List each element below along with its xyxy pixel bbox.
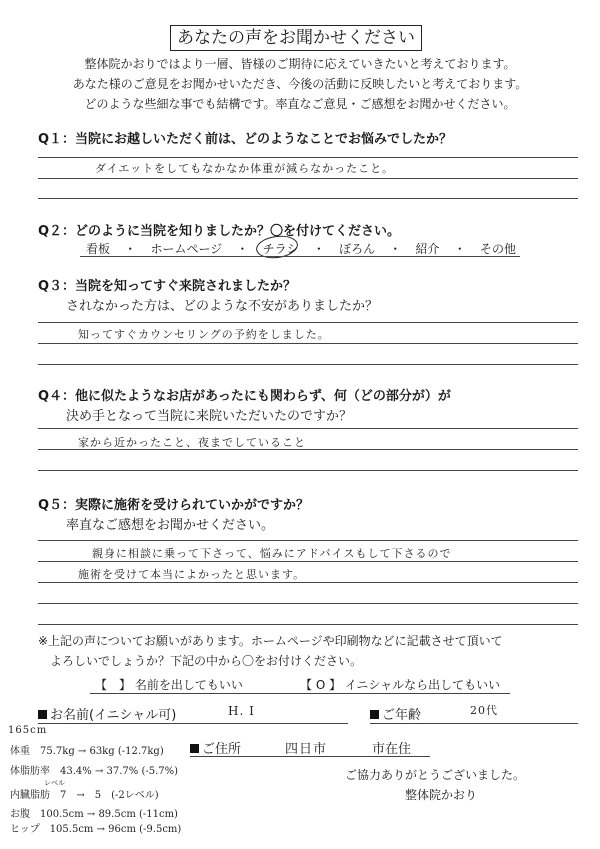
q2-sep: ・: [453, 242, 466, 256]
q2-sep: ・: [312, 242, 325, 256]
age-label: ご年齢: [382, 708, 422, 723]
q1-line-2: [38, 178, 578, 179]
q2-option-kanban: 看板: [86, 242, 111, 256]
form-title: あなたの声をお聞かせください: [170, 25, 422, 51]
q4-question-1: Q４：他に似たようなお店があったにも関わらず、何（どの部分が）が: [38, 389, 451, 404]
q3-answer: 知ってすぐカウンセリングの予約をしました。: [78, 328, 330, 341]
square-bullet-icon: [38, 710, 47, 719]
intro-line-3: どのような些細な事でも結構です。率直なご意見・ご感想をお聞かせください。: [84, 97, 516, 111]
q3-line-2: [38, 343, 578, 344]
fat-note: 体脂肪率 43.4% → 37.7% (-5.7%): [10, 766, 179, 777]
q5-line-5: [38, 624, 578, 625]
q3-line-3: [38, 364, 578, 365]
q3-question-2: されなかった方は、どのような不安がありましたか？: [66, 299, 379, 314]
request-line-1: ※上記の声についてお願いがあります。ホームページや印刷物などに記載させて頂いて: [38, 634, 503, 648]
visceral-note: 内臓脂肪 7 → 5 (-2レベル): [10, 790, 159, 801]
age-underline: [370, 723, 578, 724]
square-bullet-icon: [370, 710, 379, 719]
age-field: [370, 704, 421, 723]
option-name-label: 名前を出してもいい: [134, 678, 243, 692]
q3-question-1: Q３：当院を知ってすぐ来院されましたか？: [38, 279, 297, 294]
q1-line-1: [38, 157, 578, 158]
q2-sep: ・: [124, 242, 137, 256]
q2-question: Q２：どのように当院を知りましたか？〇を付けてください。: [38, 224, 401, 239]
q2-line: [80, 256, 520, 257]
address-label: ご住所: [202, 742, 242, 757]
thanks-text: ご協力ありがとうございました。: [345, 768, 526, 782]
q5-question-1: Q５：実際に施術を受けられていかがですか？: [38, 498, 310, 513]
address-suffix: 市在住: [372, 742, 412, 757]
option-name-ok: [95, 676, 243, 693]
q5-answer-2: 施術を受けて本当によかったと思います。: [78, 568, 306, 581]
q4-answer: 家から近かったこと、夜までしていること: [78, 436, 306, 449]
q5-line-3: [38, 582, 578, 583]
q4-question-2: 決め手となって当院に来院いただいたのですか？: [66, 409, 353, 424]
q2-option-shokai: 紹介: [415, 242, 440, 256]
hip-note: ヒップ 105.5cm → 96cm (-9.5cm): [10, 824, 182, 835]
address-field: [190, 738, 241, 757]
option-initial-label: イニシャルなら出してもいい: [344, 678, 501, 692]
age-value: 20代: [470, 704, 498, 717]
request-line: [90, 693, 510, 694]
q2-options: [86, 240, 516, 257]
q1-answer: ダイエットをしてもなかなか体重が減らなかったこと。: [95, 162, 395, 175]
name-underline: [38, 723, 348, 724]
belly-note: お腹 100.5cm → 89.5cm (-11cm): [10, 809, 178, 820]
q4-line-3: [38, 470, 578, 471]
square-bullet-icon: [190, 744, 199, 753]
q2-option-chirashi: チラシ: [262, 242, 299, 256]
q4-line-1: [38, 428, 578, 429]
q4-line-2: [38, 449, 578, 450]
q3-line-1: [38, 322, 578, 323]
option-initial-ok: [300, 676, 500, 693]
q2-option-sonota: その他: [479, 242, 516, 256]
q1-line-3: [38, 198, 578, 199]
intro-line-1: 整体院かおりではより一層、皆様のご期待に応えていきたいと考えております。: [84, 57, 516, 71]
q5-line-2: [38, 561, 578, 562]
clinic-name: 整体院かおり: [405, 788, 478, 802]
height-note: 165cm: [8, 725, 48, 736]
q5-line-4: [38, 603, 578, 604]
name-value: H. I: [228, 704, 255, 718]
weight-note: 体重 75.7kg → 63kg (-12.7kg): [10, 746, 164, 757]
name-field: [38, 704, 176, 723]
visceral-level-note: レベル: [44, 779, 65, 787]
q5-line-1: [38, 540, 578, 541]
intro-line-2: あなた様のご意見をお聞かせいただき、今後の活動に反映したいと考えております。: [72, 77, 528, 91]
q1-question: Q１：当院にお越しいただく前は、どのようなことでお悩みでしたか？: [38, 132, 453, 147]
option-initial-mark: 【 O 】: [300, 678, 342, 692]
address-underline: [190, 756, 430, 757]
q5-answer-1: 親身に相談に乗って下さって、悩みにアドバイスもして下さるので: [92, 547, 452, 560]
q2-sep: ・: [389, 242, 402, 256]
q5-question-2: 率直なご感想をお聞かせください。: [66, 518, 275, 533]
name-label: お名前(イニシャル可): [50, 708, 177, 723]
option-name-mark: 【 】: [95, 678, 132, 692]
request-line-2: よろしいでしょうか？下記の中から〇をお付けください。: [50, 654, 363, 668]
q2-option-homepage: ホームページ: [150, 242, 223, 256]
q2-option-poron: ぼろん: [339, 242, 376, 256]
address-value: 四日市: [285, 742, 328, 757]
q2-sep: ・: [236, 242, 249, 256]
